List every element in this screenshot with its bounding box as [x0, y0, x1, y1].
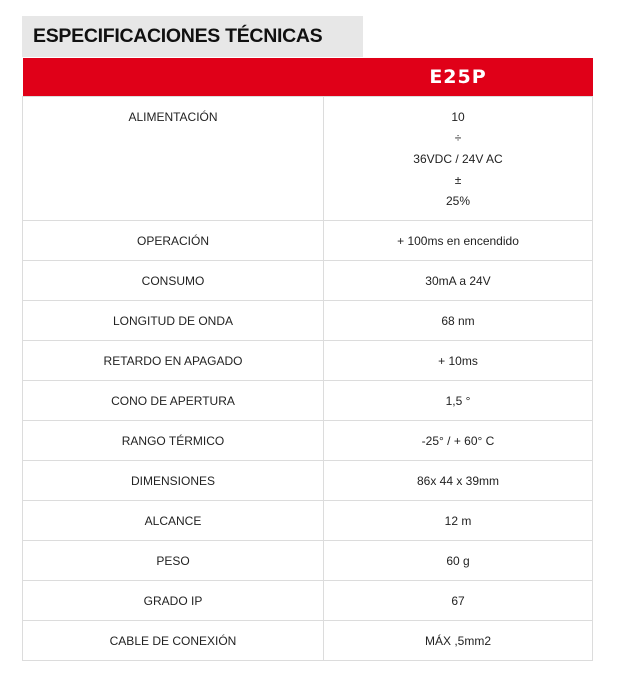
spec-label: GRADO IP	[23, 581, 324, 621]
model-header: E25P	[324, 58, 593, 97]
spec-value-power	[324, 97, 593, 221]
spec-value: MÁX ,5mm2	[324, 621, 593, 661]
spec-label: LONGITUD DE ONDA	[23, 301, 324, 341]
spec-label: DIMENSIONES	[23, 461, 324, 501]
power-line: 10	[451, 110, 465, 124]
spec-value: 67	[324, 581, 593, 621]
spec-value: 68 nm	[324, 301, 593, 341]
spec-value: + 100ms en encendido	[324, 221, 593, 261]
spec-value: 30mA a 24V	[324, 261, 593, 301]
spec-label: CONSUMO	[23, 261, 324, 301]
table-row	[23, 581, 593, 621]
spec-value: 60 g	[324, 541, 593, 581]
table-header-row	[23, 58, 593, 97]
table-row	[23, 261, 593, 301]
power-line: ±	[454, 173, 462, 187]
page-title: ESPECIFICACIONES TÉCNICAS	[33, 25, 323, 47]
spec-label: ALCANCE	[23, 501, 324, 541]
spec-label: RETARDO EN APAGADO	[23, 341, 324, 381]
specifications-table	[22, 58, 593, 661]
table-row	[23, 501, 593, 541]
power-line: ÷	[454, 131, 462, 145]
section-title-box	[22, 16, 363, 57]
spec-value: + 10ms	[324, 341, 593, 381]
table-row	[23, 341, 593, 381]
spec-value: 12 m	[324, 501, 593, 541]
spec-label: CONO DE APERTURA	[23, 381, 324, 421]
spec-label: CABLE DE CONEXIÓN	[23, 621, 324, 661]
table-row	[23, 421, 593, 461]
spec-label: RANGO TÉRMICO	[23, 421, 324, 461]
table-row	[23, 541, 593, 581]
power-line: 36VDC / 24V AC	[413, 152, 503, 166]
spec-value: 86x 44 x 39mm	[324, 461, 593, 501]
spec-label: ALIMENTACIÓN	[23, 97, 324, 221]
table-row	[23, 621, 593, 661]
table-row	[23, 461, 593, 501]
header-empty-cell	[23, 58, 324, 97]
spec-label: OPERACIÓN	[23, 221, 324, 261]
table-row	[23, 221, 593, 261]
table-row	[23, 381, 593, 421]
spec-value: -25° / + 60° C	[324, 421, 593, 461]
table-row	[23, 301, 593, 341]
table-row-power	[23, 97, 593, 221]
power-line: 25%	[445, 194, 471, 208]
spec-label: PESO	[23, 541, 324, 581]
spec-value: 1,5 °	[324, 381, 593, 421]
